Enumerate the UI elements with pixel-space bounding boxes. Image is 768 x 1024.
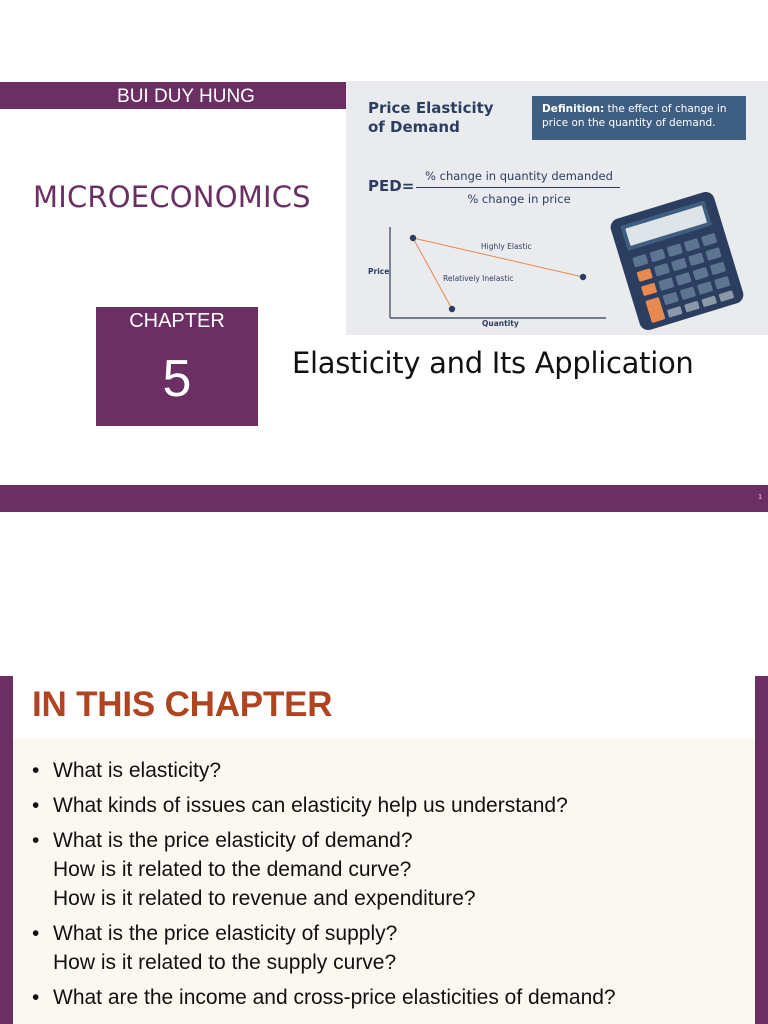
- chart-point-inelastic-end: [449, 306, 455, 312]
- elasticity-chart: [346, 81, 768, 335]
- list-item-line: • What is elasticity?: [53, 759, 222, 782]
- chapter-number: 5: [162, 350, 192, 408]
- list-item-line: • What is the price elasticity of supply?: [53, 922, 398, 945]
- list-item-line: How is it related to revenue and expenditure?: [53, 887, 476, 910]
- ped-infographic: [346, 81, 768, 335]
- chapter-label: CHAPTER: [129, 310, 225, 332]
- course-title: MICROECONOMICS: [33, 180, 311, 214]
- relatively-inelastic-label: Relatively Inelastic: [443, 274, 514, 283]
- chapter-topics-list: [32, 756, 616, 1018]
- list-item-line: • What is the price elasticity of demand?: [53, 829, 413, 852]
- chapter-title: Elasticity and Its Application: [292, 346, 694, 380]
- chart-point-top: [410, 235, 416, 241]
- chart-y-label: Price: [368, 267, 390, 276]
- footer-bar: [0, 485, 768, 512]
- chapter-box: [96, 307, 258, 426]
- list-item-line: How is it related to the supply curve?: [53, 951, 397, 974]
- right-accent-bar: [755, 676, 768, 1024]
- list-item: [32, 983, 616, 1012]
- highly-elastic-label: Highly Elastic: [481, 242, 532, 251]
- ped-numerator: % change in quantity demanded: [425, 169, 613, 183]
- calculator-icon: [608, 190, 745, 333]
- page-number: 1: [758, 494, 762, 501]
- list-item: [32, 826, 616, 913]
- author-name: BUI DUY HUNG: [117, 86, 255, 107]
- definition-label: Definition:: [542, 103, 605, 115]
- contents-slide: [0, 676, 768, 1024]
- ped-label: PED=: [368, 177, 415, 195]
- list-item-line: • What kinds of issues can elasticity help us understand?: [53, 794, 568, 817]
- list-item: [32, 756, 616, 785]
- infographic-heading-line2: of Demand: [368, 118, 460, 136]
- list-item: [32, 919, 616, 977]
- list-item-line: • What are the income and cross-price elasticities of demand?: [53, 986, 616, 1009]
- slide-title: IN THIS CHAPTER: [32, 685, 333, 724]
- ped-denominator: % change in price: [467, 192, 571, 206]
- author-banner: [0, 82, 346, 109]
- chart-x-label: Quantity: [482, 319, 519, 328]
- list-item: [32, 791, 616, 820]
- definition-text: the effect of change in price on the quantity of demand.: [542, 103, 727, 129]
- list-item-line: How is it related to the demand curve?: [53, 858, 412, 881]
- chart-point-elastic-end: [580, 274, 586, 280]
- infographic-heading-line1: Price Elasticity: [368, 99, 494, 117]
- left-accent-bar: [0, 676, 13, 1024]
